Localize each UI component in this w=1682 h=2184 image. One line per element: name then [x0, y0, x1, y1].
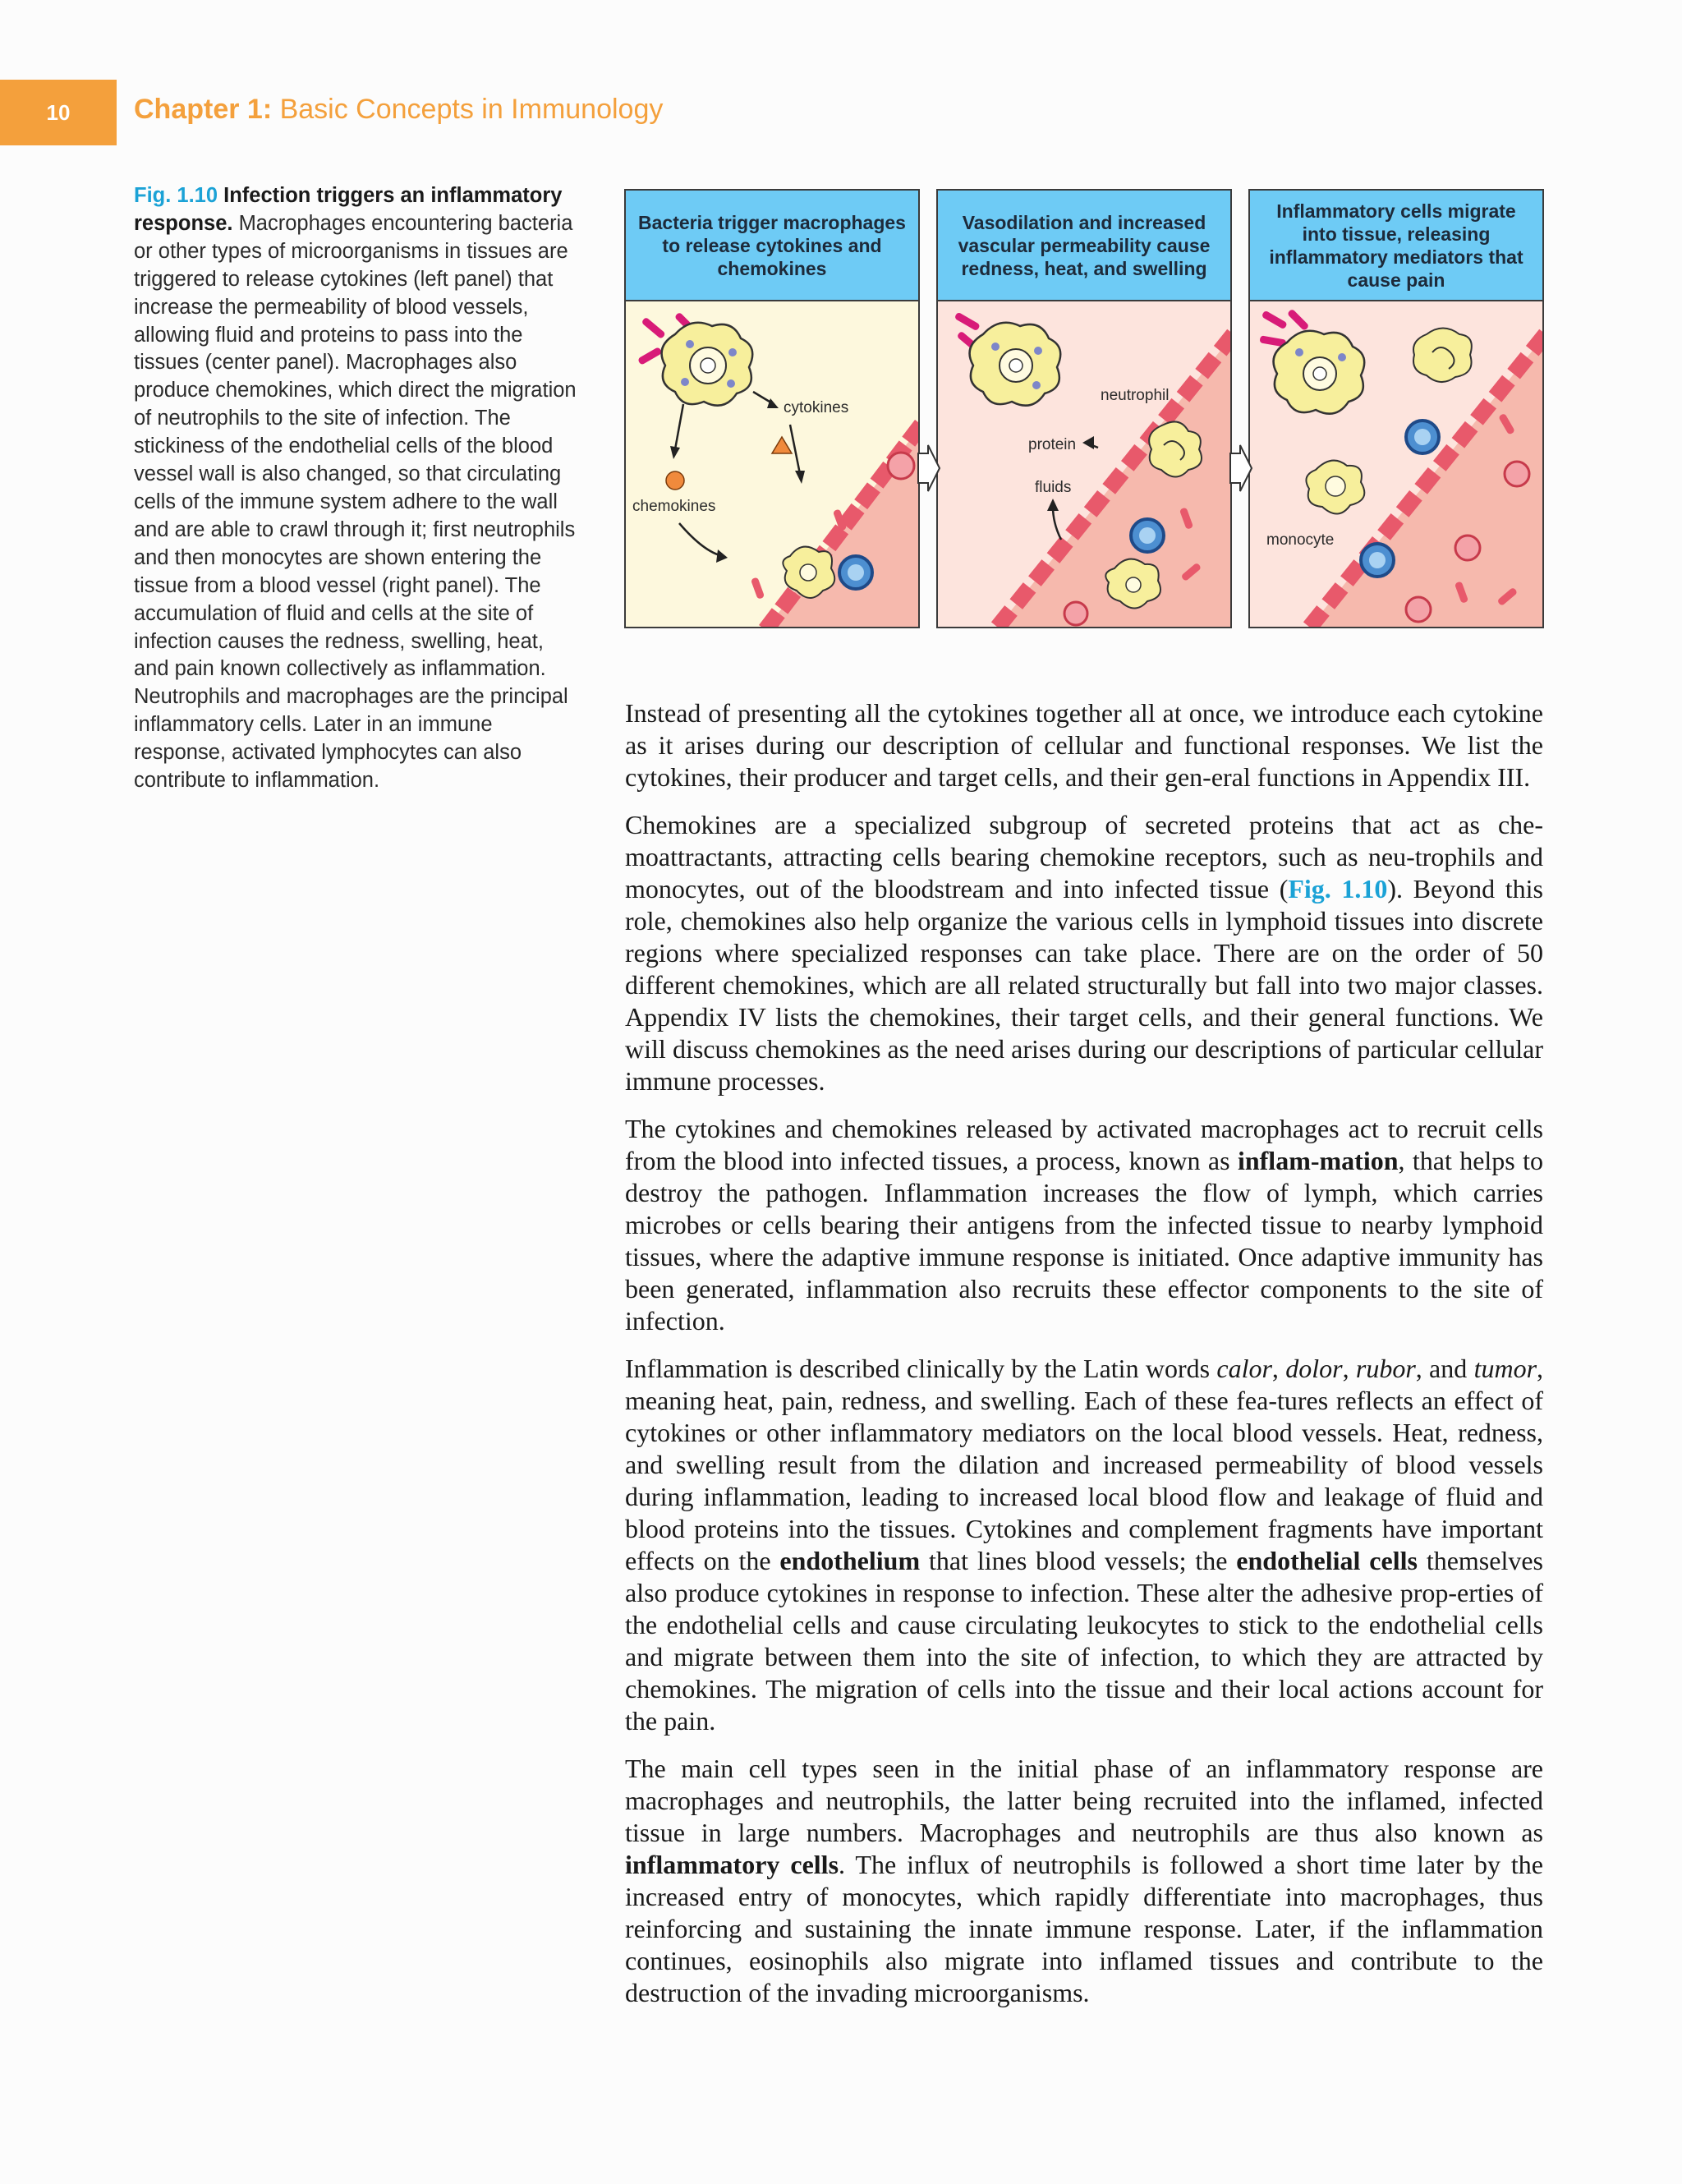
chapter-label: Chapter 1:: [134, 94, 273, 125]
nucleolus: [1009, 359, 1023, 372]
panel-3-illustration: [1250, 301, 1544, 628]
label-cytokines: cytokines: [784, 399, 849, 416]
figure-1-10: [624, 189, 1544, 628]
paragraph-1: Instead of presenting all the cytokines together all at once, we introduce each cytokine as it arises during our description of cellular and functional responses. We list the cytokines, their producer and target cells, and their gen-eral functions in Appendix III.: [625, 698, 1543, 792]
granule: [727, 379, 735, 388]
label-neutrophil: neutrophil: [1101, 387, 1170, 404]
term-inflammation: inflam-mation: [1237, 1146, 1399, 1175]
chapter-title: Basic Concepts in Immunology: [279, 94, 664, 125]
granule: [1034, 347, 1042, 355]
granule: [1295, 348, 1303, 356]
figure-panel-1: [624, 189, 920, 628]
panel-transition-arrow-icon: [1229, 444, 1253, 493]
panel-3-heading: Inflammatory cells migrate into tissue, releasing inflammatory mediators that cause pain: [1250, 191, 1542, 301]
term-endothelial-cells: endothelial cells: [1236, 1546, 1418, 1575]
label-monocyte: monocyte: [1266, 531, 1335, 549]
nucleolus: [701, 358, 715, 373]
red-blood-cell: [888, 453, 914, 479]
figure-caption: [134, 182, 581, 795]
granule: [728, 348, 737, 356]
figure-panel-3: [1248, 189, 1544, 628]
paragraph-2: Chemokines are a specialized subgroup of secreted proteins that act as che-moattractants, attracting cells bearing chemokine receptors, such as neu-trophils and monocytes, out of the bloodstream and into infected tissue (Fig. 1.10). Beyond this role, chemokines also help organize the various cells in lymphoid tissues into discrete regions where specialized responses can take place. There are on the order of 50 different chemokines, which are all related structurally but fall into two major classes. Appendix IV lists the chemokines, their target cells, and their general functions. We will discuss chemokines as the need arises during our descriptions of particular cellular immune processes.: [625, 810, 1544, 1096]
red-blood-cell: [1505, 462, 1529, 486]
red-blood-cell: [1064, 602, 1087, 625]
lymphocyte-nucleus: [848, 564, 864, 581]
figure-reference-link[interactable]: Fig. 1.10: [1288, 874, 1388, 903]
paragraph-5: The main cell types seen in the initial phase of an inflammatory response are macrophages and neutrophils, the latter being recruited into the inflamed, infected tissue in large numbers. Macrophages and neutrophils are thus also known as inflammatory cells. The influx of neutrophils is followed a short time later by the increased entry of monocytes, which rapidly differentiate into macrophages, thus reinforcing and sustaining the innate immune response. Later, if the inflammation continues, eosinophils also migrate into inflamed tissues and contribute to the destruction of the invading microorganisms.: [625, 1754, 1543, 2007]
paragraph-4: Inflammation is described clinically by the Latin words calor, dolor, rubor, and tumor, meaning heat, pain, redness, and swelling. Each of these fea-tures reflects an effect of cytokines or other inflammatory mediators on the local blood vessels. Heat, redness, and swelling result from the dilation and increased permeability of blood vessels during inflammation, leading to increased local blood flow and leakage of fluid and blood proteins into the tissues. Cytokines and complement fragments have important effects on the endothelium that lines blood vessels; the endothelial cells themselves also produce cytokines in response to infection. These alter the adhesive prop-erties of the endothelial cells and cause circulating leukocytes to stick to the endothelial cells and migrate between them into the site of infection, to which they are attracted by chemokines. The migration of cells into the tissue and their local actions account for the pain.: [625, 1354, 1544, 1736]
caption-text: Macrophages encountering bacteria or other types of microorganisms in tissues are triggered to release cytokines (left panel) that increase the permeability of blood vessels, allowing fluid and proteins to pass into the tissues (center panel). Macrophages also produce chemokines, which direct the migration of neutrophils to the site of infection. The stickiness of the endothelial cells of the blood vessel wall is also changed, so that circulating cells of the immune system adhere to the wall and are able to crawl through it; first neutrophils and then monocytes are shown entering the tissue from a blood vessel (right panel). The accumulation of fluid and cells at the site of infection causes the redness, swelling, heat, and pain known collectively as inflammation. Neutrophils and macrophages are the principal inflammatory cells. Later in an immune response, activated lymphocytes can also contribute to inflammation.: [134, 211, 577, 793]
chemokine-icon: [666, 471, 684, 490]
label-fluids: fluids: [1035, 479, 1072, 496]
panel-1-heading: Bacteria trigger macrophages to release cytokines and chemokines: [626, 191, 918, 301]
neutrophil-nucleus: [1126, 577, 1141, 592]
page-number: 10: [0, 80, 117, 145]
red-blood-cell: [1406, 597, 1431, 622]
figure-panel-2: [936, 189, 1232, 628]
label-protein: protein: [1028, 436, 1077, 453]
panel-transition-arrow-icon: [917, 444, 941, 493]
term-inflammatory-cells: inflammatory cells: [625, 1850, 839, 1879]
panel-2-illustration: [938, 301, 1232, 628]
neutrophil-nucleus: [800, 564, 816, 581]
panel-1-illustration: [626, 301, 920, 628]
label-chemokines: chemokines: [632, 498, 716, 515]
main-text: [625, 697, 1543, 2025]
granule: [686, 340, 694, 348]
lymphocyte-nucleus: [1139, 527, 1156, 544]
granule: [681, 378, 689, 386]
nucleolus: [1313, 367, 1326, 380]
granule: [1032, 381, 1041, 389]
caption-fig-number: Fig. 1.10: [134, 184, 218, 207]
neutrophil-icon: [1413, 329, 1472, 383]
paragraph-3: The cytokines and chemokines released by activated macrophages act to recruit cells from the blood into infected tissues, a process, known as inflam-mation, that helps to destroy the pathogen. Inflammation increases the flow of lymph, which carries microbes or cells bearing their antigens from the infected tissue to nearby lymphoid tissues, where the adaptive immune response is initiated. Once adaptive immunity has been generated, inflammation also recruits these effector components to the site of infection.: [625, 1114, 1544, 1336]
caption-title: Infection triggers an inflammatory response.: [134, 184, 563, 235]
running-head: [134, 94, 663, 126]
lymphocyte-nucleus: [1414, 429, 1431, 445]
term-endothelium: endothelium: [779, 1546, 921, 1575]
granule: [1338, 353, 1346, 361]
panel-2-heading: Vasodilation and increased vascular permeability cause redness, heat, and swelling: [938, 191, 1230, 301]
lymphocyte-nucleus: [1369, 552, 1386, 568]
granule: [991, 343, 1000, 351]
monocyte-nucleus: [1326, 476, 1345, 496]
red-blood-cell: [1455, 536, 1480, 560]
